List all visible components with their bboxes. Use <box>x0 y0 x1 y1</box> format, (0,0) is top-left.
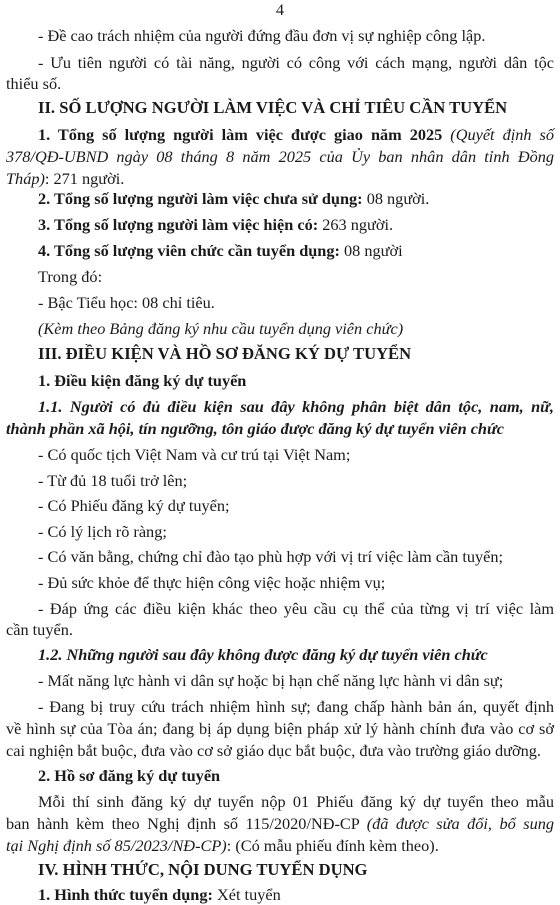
section-4-item-1-value: Xét tuyển <box>216 885 281 904</box>
exclusion-2-line-2: về hình sự của Tòa án; đang bị áp dụng biện pháp xử lý hành chính đưa vào cơ sở <box>6 719 554 738</box>
trong-do-label: Trong đó: <box>38 267 103 286</box>
section-4-heading: IV. HÌNH THỨC, NỘI DUNG TUYỂN DỤNG <box>38 860 368 879</box>
item-1-source-end: Tháp) <box>6 169 45 188</box>
section-2-item-1-line-3 <box>0 169 560 189</box>
condition-last-line-2: cần tuyển. <box>6 620 73 639</box>
item-2-value: 08 người. <box>366 189 430 208</box>
condition-item: - Có Phiếu đăng ký dự tuyển; <box>38 496 230 515</box>
condition-item: - Có văn bằng, chứng chỉ đào tạo phù hợp với vị trí việc làm cần tuyển; <box>38 547 504 566</box>
intro-bullet-1: - Đề cao trách nhiệm của người đứng đầu đơn vị sự nghiệp công lập. <box>38 26 486 45</box>
item-4-value: 08 người <box>344 241 403 260</box>
section-2-item-1-line-2: 378/QĐ-UBND ngày 08 tháng 8 năm 2025 của Ủy ban nhân dân tỉnh Đồng <box>6 147 554 166</box>
section-2-item-3 <box>0 215 560 235</box>
attachment-note: (Kèm theo Bảng đăng ký nhu cầu tuyển dụng viên chức) <box>38 319 404 338</box>
item-1-source-start: (Quyết định số <box>450 125 554 144</box>
section-3-sub-1-2: 1.2. Những người sau đây không được đăng ký dự tuyển viên chức <box>38 645 488 664</box>
dossier-amendment-end: tại Nghị định số 85/2023/NĐ-CP) <box>6 836 227 855</box>
condition-item: - Đủ sức khỏe để thực hiện công việc hoặc nhiệm vụ; <box>38 573 386 592</box>
intro-bullet-2-line-1: - Ưu tiên người có tài năng, người có công với cách mạng, người dân tộc <box>38 53 554 72</box>
condition-item: - Từ đủ 18 tuổi trở lên; <box>38 471 188 490</box>
section-3-heading: III. ĐIỀU KIỆN VÀ HỒ SƠ ĐĂNG KÝ DỰ TUYỂN <box>38 344 412 363</box>
item-3-label: 3. Tổng số lượng người làm việc hiện có: <box>38 215 319 234</box>
section-4-item-1-label: 1. Hình thức tuyển dụng: <box>38 885 213 904</box>
dossier-decree: ban hành kèm theo Nghị định số 115/2020/NĐ-CP <box>6 814 360 833</box>
item-2-label: 2. Tổng số lượng người làm việc chưa sử dụng: <box>38 189 363 208</box>
exclusion-1: - Mất năng lực hành vi dân sự hoặc bị hạn chế năng lực hành vi dân sự; <box>38 671 504 690</box>
section-3-sub-1-1-line-2: thành phần xã hội, tín ngưỡng, tôn giáo được đăng ký dự tuyển viên chức <box>6 419 504 438</box>
item-3-value: 263 người. <box>322 215 394 234</box>
section-3-sub-2: 2. Hồ sơ đăng ký dự tuyển <box>38 766 221 785</box>
condition-item: - Có quốc tịch Việt Nam và cư trú tại Việt Nam; <box>38 445 351 464</box>
exclusion-2-line-1: - Đang bị truy cứu trách nhiệm hình sự; đang chấp hành bản án, quyết định <box>38 697 554 716</box>
condition-item: - Có lý lịch rõ ràng; <box>38 522 167 541</box>
exclusion-2-line-3: cai nghiện bắt buộc, đưa vào cơ sở giáo dục bắt buộc, đưa vào trường giáo dưỡng. <box>6 741 541 760</box>
section-2-heading: II. SỐ LƯỢNG NGƯỜI LÀM VIỆC VÀ CHỈ TIÊU CẦN TUYỂN <box>38 98 508 117</box>
section-2-item-2 <box>0 189 560 209</box>
page-number: 4 <box>275 0 285 19</box>
item-1-value: : 271 người. <box>44 169 125 188</box>
dossier-amendment-start: (đã được sửa đổi, bổ sung <box>366 814 554 833</box>
dossier-line-2 <box>0 814 560 834</box>
section-2-item-1-line-1 <box>0 125 560 145</box>
dossier-line-1: Mỗi thí sinh đăng ký dự tuyển nộp 01 Phiếu đăng ký dự tuyển theo mẫu <box>38 792 554 811</box>
bac-tieu-hoc-line: - Bậc Tiểu học: 08 chỉ tiêu. <box>38 293 215 312</box>
condition-last-line-1: - Đáp ứng các điều kiện khác theo yêu cầu cụ thể của từng vị trí việc làm <box>38 599 554 618</box>
dossier-line-3 <box>0 836 560 856</box>
section-2-item-4 <box>0 241 560 261</box>
dossier-form-note: : (Có mẫu phiếu đính kèm theo). <box>226 836 439 855</box>
intro-bullet-2-line-2: thiểu số. <box>6 74 62 93</box>
item-1-label: 1. Tổng số lượng người làm việc được giao năm 2025 <box>38 125 443 144</box>
item-4-label: 4. Tổng số lượng viên chức cần tuyển dụng: <box>38 241 340 260</box>
section-4-item-1 <box>0 885 560 905</box>
section-3-sub-1: 1. Điều kiện đăng ký dự tuyển <box>38 371 247 390</box>
section-3-sub-1-1-line-1: 1.1. Người có đủ điều kiện sau đây không phân biệt dân tộc, nam, nữ, <box>38 397 554 416</box>
